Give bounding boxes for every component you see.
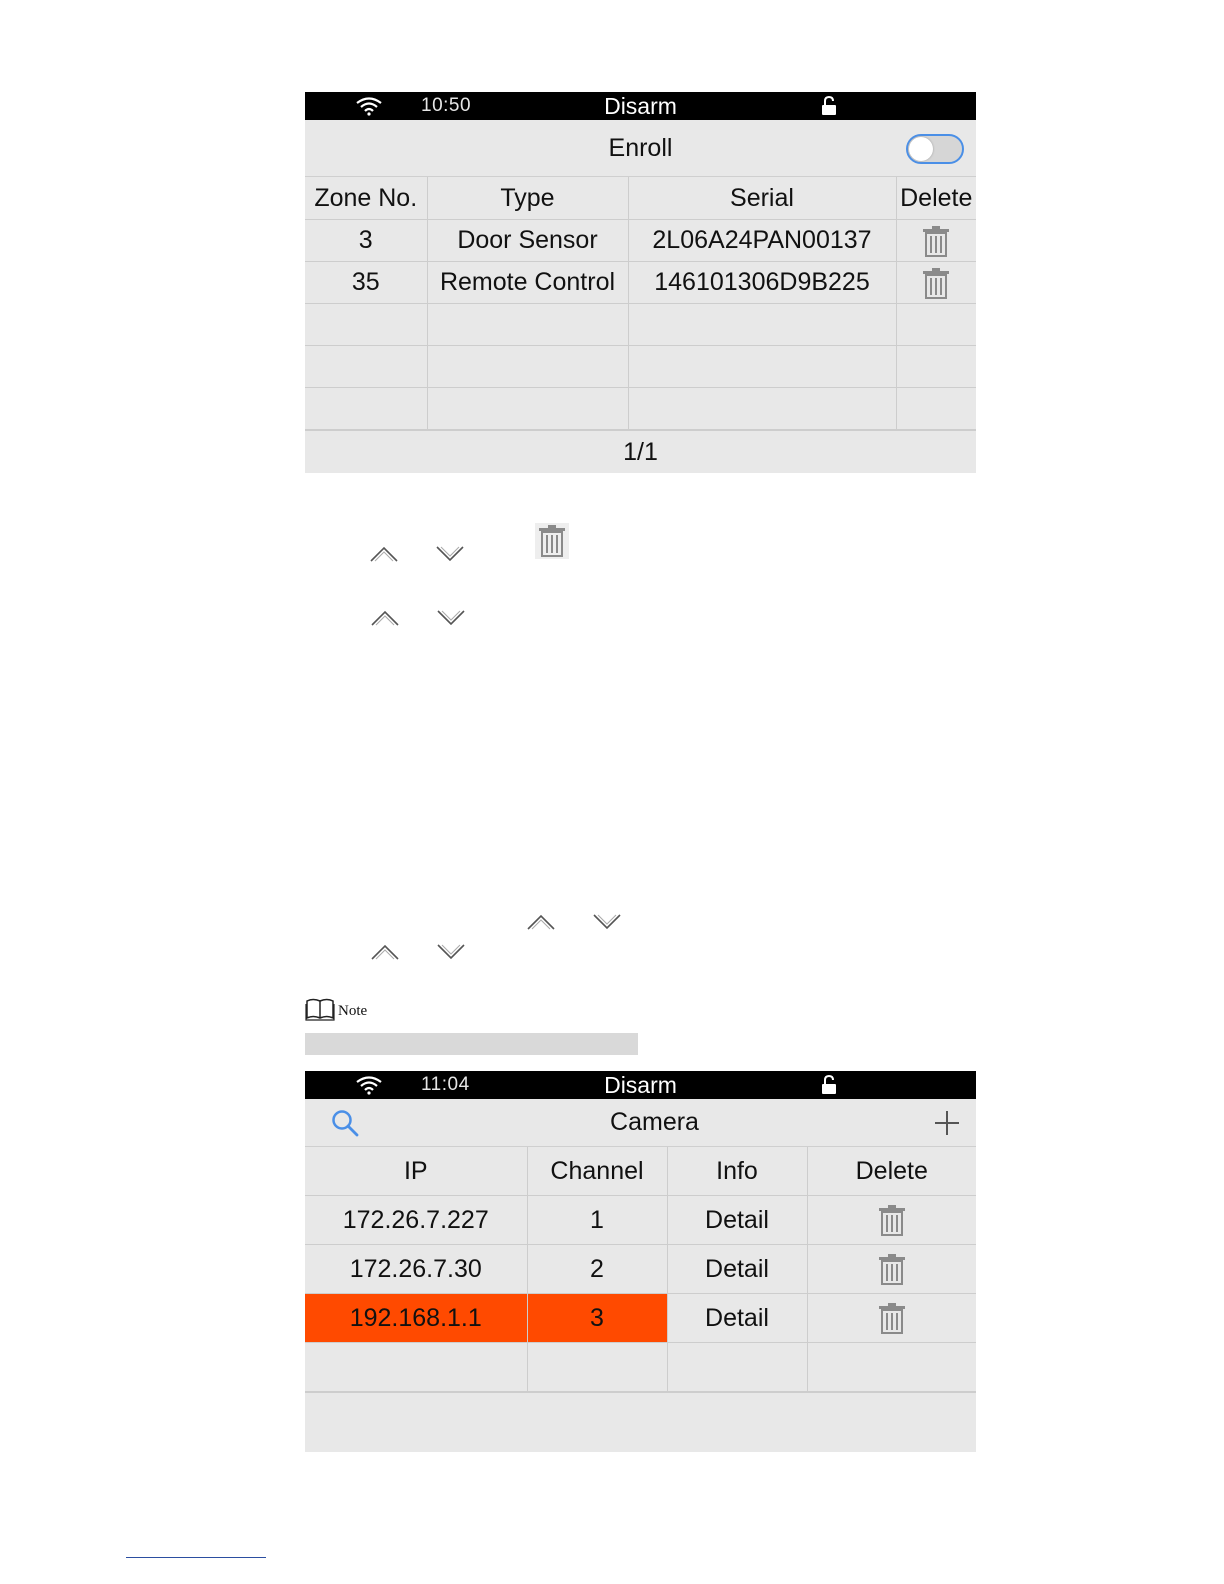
channel-cell: 3 (527, 1294, 667, 1343)
column-header: Serial (628, 177, 896, 220)
chevron-down-icon (436, 545, 464, 563)
column-header: Delete (896, 177, 976, 220)
empty-row (305, 388, 976, 430)
chevron-down-icon (593, 913, 621, 931)
camera-screen (305, 1071, 976, 1452)
chevron-up-icon (527, 913, 555, 931)
column-header: Type (427, 177, 628, 220)
status-bar (305, 92, 976, 120)
table-header (305, 177, 976, 220)
column-header: Delete (807, 1147, 976, 1196)
chevron-up-icon (370, 545, 398, 563)
status-bar (305, 1071, 976, 1099)
column-header: Zone No. (305, 177, 427, 220)
page-title: Camera (610, 1108, 699, 1136)
column-header: IP (305, 1147, 527, 1196)
chevron-up-icon (371, 943, 399, 961)
enroll-toggle[interactable] (906, 134, 964, 164)
trash-icon[interactable] (878, 1204, 906, 1236)
trash-icon[interactable] (922, 267, 950, 299)
zone-cell: 35 (305, 262, 427, 304)
zone-table (305, 177, 976, 430)
trash-icon[interactable] (922, 225, 950, 257)
chevron-up-icon (371, 609, 399, 627)
trash-icon[interactable] (878, 1302, 906, 1334)
book-icon (305, 997, 335, 1021)
arm-mode: Disarm (604, 93, 677, 119)
delete-cell (807, 1196, 976, 1245)
table-row-selected[interactable] (305, 1294, 976, 1343)
table-header (305, 1147, 976, 1196)
footnote-rule (126, 1557, 266, 1558)
trash-icon[interactable] (878, 1253, 906, 1285)
page-indicator: 1/1 (305, 430, 976, 474)
toggle-knob (909, 137, 933, 161)
zone-cell: 3 (305, 220, 427, 262)
chevron-down-icon (437, 609, 465, 627)
arm-mode: Disarm (604, 1072, 677, 1098)
serial-cell: 2L06A24PAN00137 (628, 220, 896, 262)
page-title: Enroll (608, 134, 673, 162)
empty-row (305, 304, 976, 346)
enroll-screen (305, 92, 976, 473)
detail-link[interactable]: Detail (667, 1196, 807, 1245)
table-row[interactable] (305, 262, 976, 304)
table-row[interactable] (305, 1245, 976, 1294)
note-label: Note (338, 1003, 368, 1019)
channel-cell: 1 (527, 1196, 667, 1245)
ip-cell: 172.26.7.30 (305, 1245, 527, 1294)
table-row[interactable] (305, 1196, 976, 1245)
delete-cell (807, 1294, 976, 1343)
detail-link[interactable]: Detail (667, 1294, 807, 1343)
column-header: Channel (527, 1147, 667, 1196)
table-row[interactable] (305, 220, 976, 262)
ip-cell: 192.168.1.1 (305, 1294, 527, 1343)
enroll-title-bar (305, 120, 976, 177)
camera-table (305, 1147, 976, 1392)
detail-link[interactable]: Detail (667, 1245, 807, 1294)
unlock-icon (821, 1075, 837, 1095)
delete-cell (807, 1245, 976, 1294)
ip-cell: 172.26.7.227 (305, 1196, 527, 1245)
note-highlight (305, 1033, 638, 1055)
empty-row (305, 1343, 976, 1392)
status-time: 10:50 (421, 95, 472, 116)
chevron-down-icon (437, 943, 465, 961)
channel-cell: 2 (527, 1245, 667, 1294)
status-time: 11:04 (421, 1074, 470, 1095)
unlock-icon (821, 96, 837, 116)
serial-cell: 146101306D9B225 (628, 262, 896, 304)
trash-icon (535, 523, 569, 559)
delete-cell (896, 262, 976, 304)
column-header: Info (667, 1147, 807, 1196)
empty-row (305, 346, 976, 388)
type-cell: Door Sensor (427, 220, 628, 262)
camera-footer (305, 1392, 976, 1453)
type-cell: Remote Control (427, 262, 628, 304)
delete-cell (896, 220, 976, 262)
plus-icon[interactable] (933, 1109, 961, 1137)
camera-title-bar (305, 1099, 976, 1147)
